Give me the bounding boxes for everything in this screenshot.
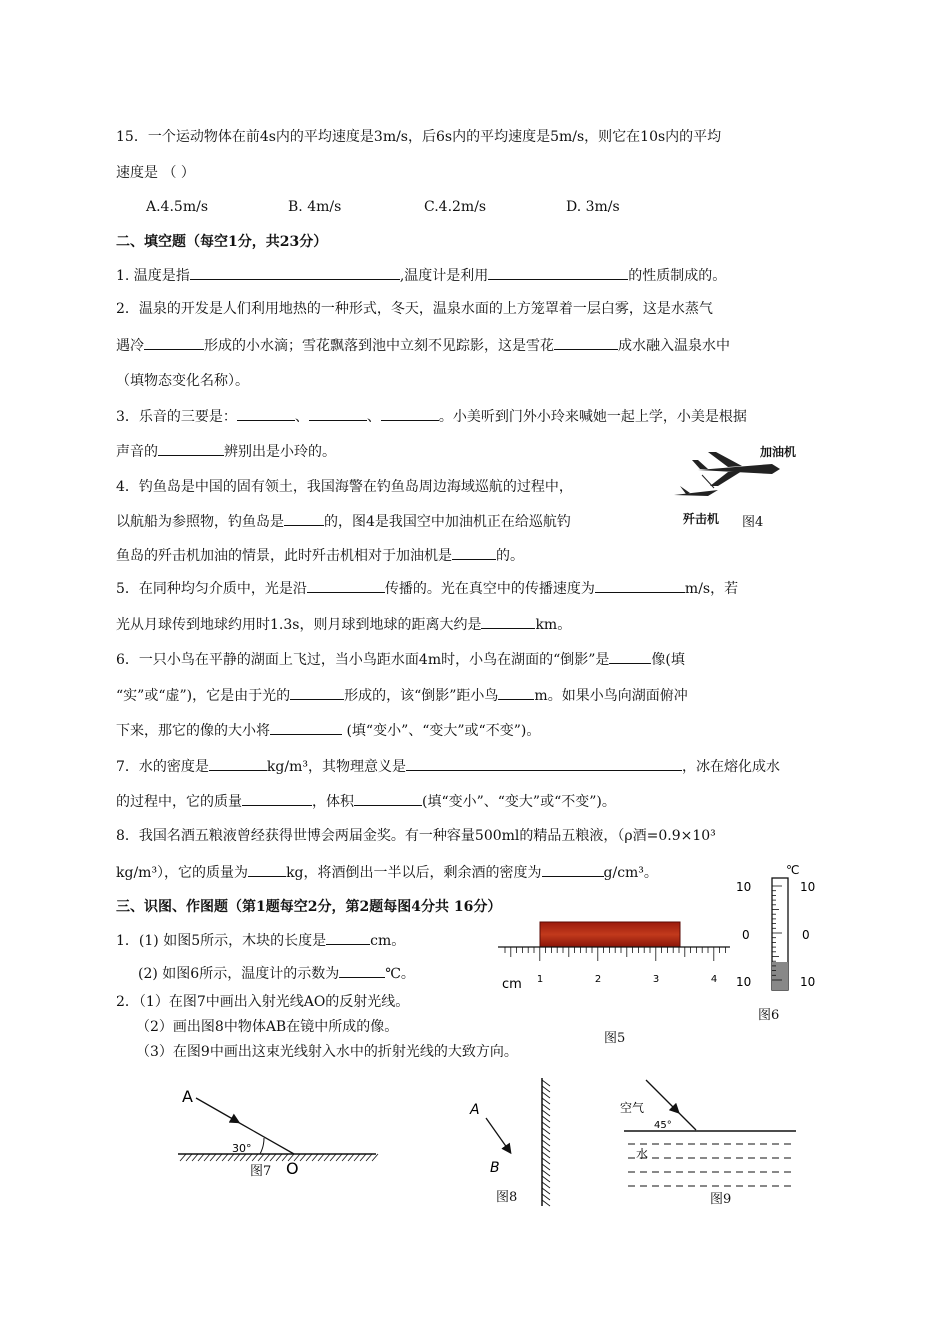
ruler-tick-label: 2 bbox=[594, 974, 602, 985]
hatch-line bbox=[216, 1154, 222, 1161]
answer-blank[interactable] bbox=[144, 335, 204, 350]
s2-q7-text-b: kg/m³，其物理意义是 bbox=[266, 759, 406, 775]
answer-blank[interactable] bbox=[307, 578, 385, 593]
fig4-caption: 图4 bbox=[742, 515, 764, 530]
hatch-line bbox=[542, 1200, 550, 1206]
s2-q8-text-b: kg/m³），它的质量为 bbox=[116, 865, 249, 881]
thermo-left-label: 0 bbox=[742, 928, 750, 942]
s2-q7-line2 bbox=[116, 791, 616, 812]
thermo-left-label: 10 bbox=[736, 975, 752, 989]
s3-q1a-text-b: cm。 bbox=[370, 933, 406, 949]
wooden-block bbox=[540, 922, 680, 947]
s2-q2-text-c: 形成的小水滴；雪花飘落到池中立刻不见踪影，这是雪花 bbox=[204, 338, 554, 354]
s2-q1-text-c: 的性质制成的。 bbox=[628, 268, 727, 284]
hatch-line bbox=[348, 1154, 354, 1161]
s2-q6-text-e: m。如果小鸟向湖面俯冲 bbox=[534, 688, 688, 704]
answer-blank[interactable] bbox=[381, 406, 439, 421]
answer-blank[interactable] bbox=[542, 862, 604, 877]
hatch-line bbox=[324, 1154, 330, 1161]
hatch-line bbox=[542, 1146, 550, 1152]
refuel-hose bbox=[702, 475, 714, 488]
s2-q8-text-c: kg，将酒倒出一半以后，剩余酒的密度为 bbox=[286, 865, 542, 881]
hatch-line bbox=[354, 1154, 360, 1161]
ruler-ticks bbox=[505, 947, 725, 961]
ruler-tick-label: 3 bbox=[652, 974, 660, 985]
s3-q1a-text-a: 1．(1) 如图5所示，木块的长度是 bbox=[116, 933, 327, 949]
s2-q5-line2 bbox=[116, 614, 571, 635]
figure-6-thermometer bbox=[730, 860, 830, 992]
s2-q3-text-b: 。小美听到门外小玲来喊她一起上学，小美是根据 bbox=[438, 409, 747, 425]
hatch-line bbox=[542, 1134, 550, 1140]
s2-q3-text-c: 声音的 bbox=[116, 444, 158, 460]
fig7-angle: 30° bbox=[232, 1142, 252, 1155]
hatch-line bbox=[306, 1154, 312, 1161]
s2-q1-text-a: 1. 温度是指 bbox=[116, 268, 190, 284]
q15-line1: 15．一个运动物体在前4s内的平均速度是3m/s，后6s内的平均速度是5m/s，则它在10s内的平均 bbox=[116, 129, 722, 145]
hatch-line bbox=[542, 1170, 550, 1176]
fig6-caption: 图6 bbox=[758, 1008, 780, 1023]
hatch-line bbox=[228, 1154, 234, 1161]
answer-blank[interactable] bbox=[554, 335, 618, 350]
hatch-line bbox=[276, 1154, 282, 1161]
hatch-line bbox=[542, 1104, 550, 1110]
fig9-air-label: 空气 bbox=[620, 1101, 645, 1115]
s2-q1 bbox=[116, 265, 726, 286]
hatch-line bbox=[542, 1140, 550, 1146]
hatch-line bbox=[372, 1154, 378, 1161]
hatch-line bbox=[330, 1154, 336, 1161]
hatch-line bbox=[342, 1154, 348, 1161]
thermo-right-label: 10 bbox=[800, 880, 816, 894]
s2-q4-text-d: 鱼岛的歼击机加油的情景，此时歼击机相对于加油机是 bbox=[116, 548, 452, 564]
answer-blank[interactable] bbox=[406, 756, 682, 771]
s3-q1b bbox=[138, 963, 415, 984]
angle-arc bbox=[260, 1138, 264, 1154]
object-ab bbox=[486, 1118, 510, 1152]
s2-q7-text-a: 7．水的密度是 bbox=[116, 759, 209, 775]
s2-q3-line1 bbox=[116, 406, 747, 427]
hatch-line bbox=[210, 1154, 216, 1161]
s2-q8-line1: 8．我国名酒五粮液曾经获得世博会两届金奖。有一种容量500ml的精品五粮液，（ρ酒=0.9×10³ bbox=[116, 828, 716, 844]
hatch-line bbox=[336, 1154, 342, 1161]
answer-blank[interactable] bbox=[284, 511, 324, 526]
section3-heading: 三、识图、作图题（第1题每空2分，第2题每图4分共 16分） bbox=[116, 899, 502, 915]
fig7-point-a: A bbox=[182, 1087, 193, 1106]
thermo-right-label: 0 bbox=[802, 928, 810, 942]
answer-blank[interactable] bbox=[248, 862, 286, 877]
s2-q5-text-c: m/s，若 bbox=[684, 581, 739, 597]
hatch-line bbox=[186, 1154, 192, 1161]
answer-blank[interactable] bbox=[354, 791, 422, 806]
s3-q2b: （2）画出图8中物体AB在镜中所成的像。 bbox=[136, 1019, 399, 1035]
s2-q7-text-d: 的过程中，它的质量 bbox=[116, 794, 242, 810]
answer-blank[interactable] bbox=[452, 545, 496, 560]
light-ray-head bbox=[646, 1080, 678, 1112]
s2-q8-line2 bbox=[116, 862, 658, 883]
ruler-tick-label: 1 bbox=[536, 974, 544, 985]
answer-blank[interactable] bbox=[158, 441, 224, 456]
fig7-point-o: O bbox=[286, 1159, 299, 1176]
figure-9-refraction bbox=[614, 1072, 800, 1200]
mirror-hatching bbox=[180, 1154, 378, 1161]
figure-5-ruler bbox=[496, 915, 732, 995]
thermo-left-label: 10 bbox=[736, 880, 752, 894]
hatch-line bbox=[542, 1164, 550, 1170]
s2-q1-text-b: ,温度计是利用 bbox=[399, 268, 489, 284]
answer-blank[interactable] bbox=[498, 685, 534, 700]
hatch-line bbox=[542, 1122, 550, 1128]
s2-q6-text-c: “实”或“虚”)，它是由于光的 bbox=[116, 688, 291, 704]
s2-q2-line1: 2．温泉的开发是人们利用地热的一种形式，冬天，温泉水面的上方笼罩着一层白雾，这是水蒸气 bbox=[116, 301, 713, 317]
s2-q6-line1 bbox=[116, 649, 685, 670]
s2-q5-line1 bbox=[116, 578, 738, 599]
hatch-line bbox=[542, 1182, 550, 1188]
hatch-line bbox=[542, 1080, 550, 1086]
s2-q7-text-f: (填“变小”、“变大”或“不变”)。 bbox=[422, 794, 616, 810]
s2-q6-text-a: 6．一只小鸟在平静的湖面上飞过，当小鸟距水面4m时，小鸟在湖面的“倒影”是 bbox=[116, 652, 610, 668]
s2-q2-line3: （填物态变化名称）。 bbox=[116, 373, 249, 389]
hatch-line bbox=[300, 1154, 306, 1161]
ruler-unit: cm bbox=[502, 977, 522, 992]
answer-blank[interactable] bbox=[270, 720, 342, 735]
s2-q7-text-c: ，冰在熔化成水 bbox=[681, 759, 780, 775]
answer-blank[interactable] bbox=[339, 963, 385, 978]
answer-blank[interactable] bbox=[209, 756, 267, 771]
s2-q5-text-a: 5．在同种均匀介质中，光是沿 bbox=[116, 581, 307, 597]
hatch-line bbox=[366, 1154, 372, 1161]
s2-q5-text-d: 光从月球传到地球约用时1.3s，则月球到地球的距离大约是 bbox=[116, 617, 482, 633]
hatch-line bbox=[360, 1154, 366, 1161]
light-ray bbox=[676, 1110, 696, 1130]
label-fighter: 歼击机 bbox=[683, 512, 720, 526]
hatch-line bbox=[222, 1154, 228, 1161]
hatch-line bbox=[542, 1158, 550, 1164]
q15-option-a: A.4.5m/s bbox=[146, 199, 209, 215]
s2-q6-line3 bbox=[116, 720, 540, 741]
hatch-line bbox=[542, 1176, 550, 1182]
answer-blank[interactable] bbox=[609, 649, 651, 664]
s2-q6-text-f: 下来，那它的像的大小将 bbox=[116, 723, 270, 739]
s2-q5-text-e: km。 bbox=[535, 617, 572, 633]
water-lines bbox=[628, 1144, 791, 1186]
ruler-tick-label: 4 bbox=[710, 974, 718, 985]
answer-blank[interactable] bbox=[481, 614, 535, 629]
answer-blank[interactable] bbox=[595, 578, 685, 593]
s2-q3-sep: 、 bbox=[366, 409, 381, 425]
hatch-line bbox=[204, 1154, 210, 1161]
s2-q5-text-b: 传播的。光在真空中的传播速度为 bbox=[384, 581, 595, 597]
hatch-line bbox=[234, 1154, 240, 1161]
s2-q3-line2 bbox=[116, 441, 336, 462]
answer-blank[interactable] bbox=[488, 265, 628, 280]
answer-blank[interactable] bbox=[237, 406, 295, 421]
s2-q4-line1: 4．钓鱼岛是中国的固有领土，我国海警在钓鱼岛周边海域巡航的过程中， bbox=[116, 479, 573, 495]
hatch-line bbox=[542, 1086, 550, 1092]
s2-q7-line1 bbox=[116, 756, 780, 777]
hatch-line bbox=[542, 1098, 550, 1104]
s2-q3-sep: 、 bbox=[294, 409, 309, 425]
s2-q2-text-b: 遇冷 bbox=[116, 338, 144, 354]
hatch-line bbox=[198, 1154, 204, 1161]
hatch-line bbox=[542, 1152, 550, 1158]
s2-q6-text-d: 形成的，该“倒影”距小鸟 bbox=[344, 688, 499, 704]
hatch-line bbox=[542, 1116, 550, 1122]
fig9-caption: 图9 bbox=[710, 1192, 732, 1207]
fighter-jet bbox=[674, 486, 718, 496]
s2-q3-text-d: 辨别出是小玲的。 bbox=[224, 444, 336, 460]
s2-q6-line2 bbox=[116, 685, 688, 706]
q15-option-c: C.4.2m/s bbox=[424, 199, 487, 215]
s3-q2c: （3）在图9中画出这束光线射入水中的折射光线的大致方向。 bbox=[136, 1044, 518, 1060]
q15-option-d: D. 3m/s bbox=[566, 199, 620, 215]
fig9-water-label: 水 bbox=[636, 1147, 649, 1161]
hatch-line bbox=[542, 1194, 550, 1200]
label-tanker: 加油机 bbox=[760, 445, 797, 459]
s2-q6-text-b: 像(填 bbox=[651, 652, 685, 668]
answer-blank[interactable] bbox=[309, 406, 367, 421]
fig8-point-b: B bbox=[490, 1160, 500, 1176]
s3-q2a: 2．（1）在图7中画出入射光线AO的反射光线。 bbox=[116, 994, 410, 1010]
fig9-angle: 45° bbox=[654, 1120, 672, 1131]
incident-ray-head bbox=[196, 1098, 238, 1122]
hatch-line bbox=[312, 1154, 318, 1161]
answer-blank[interactable] bbox=[190, 265, 400, 280]
hatch-line bbox=[542, 1092, 550, 1098]
hatch-line bbox=[192, 1154, 198, 1161]
s2-q3-text-a: 3．乐音的三要是： bbox=[116, 409, 237, 425]
s2-q4-line2 bbox=[116, 511, 571, 532]
s2-q2-text-d: 成水融入温泉水中 bbox=[618, 338, 730, 354]
s2-q4-line3 bbox=[116, 545, 524, 566]
fig8-point-a: A bbox=[470, 1102, 480, 1118]
q15-line2: 速度是 （ ） bbox=[116, 165, 195, 181]
answer-blank[interactable] bbox=[242, 791, 312, 806]
s2-q6-text-g: (填“变小”、“变大”或“不变”)。 bbox=[342, 723, 541, 739]
fig8-caption: 图8 bbox=[496, 1190, 518, 1205]
thermo-unit: ℃ bbox=[786, 863, 800, 877]
thermo-right-label: 10 bbox=[800, 975, 816, 989]
hatch-line bbox=[180, 1154, 186, 1161]
hatch-line bbox=[542, 1110, 550, 1116]
hatch-line bbox=[318, 1154, 324, 1161]
fig7-caption: 图7 bbox=[250, 1164, 272, 1179]
fig5-caption: 图5 bbox=[604, 1031, 626, 1046]
answer-blank[interactable] bbox=[290, 685, 344, 700]
answer-blank[interactable] bbox=[326, 930, 370, 945]
s2-q4-text-c: 的，图4是我国空中加油机正在给巡航钓 bbox=[324, 514, 571, 530]
s2-q7-text-e: ，体积 bbox=[312, 794, 354, 810]
s3-q1b-text-b: ℃。 bbox=[385, 966, 415, 982]
s3-q1a bbox=[116, 930, 405, 951]
s2-q2-line2 bbox=[116, 335, 730, 356]
s2-q4-text-e: 的。 bbox=[496, 548, 524, 564]
s2-q8-text-d: g/cm³。 bbox=[603, 865, 658, 881]
s2-q4-text-b: 以航船为参照物，钓鱼岛是 bbox=[116, 514, 284, 530]
q15-option-b: B. 4m/s bbox=[288, 199, 342, 215]
figure-7-mirror bbox=[176, 1080, 380, 1176]
hatch-line bbox=[542, 1188, 550, 1194]
s3-q1b-text-a: (2) 如图6所示，温度计的示数为 bbox=[138, 966, 340, 982]
section2-heading: 二、填空题（每空1分，共23分） bbox=[116, 234, 328, 250]
mirror-hatching bbox=[542, 1080, 550, 1206]
hatch-line bbox=[542, 1128, 550, 1134]
hatch-line bbox=[240, 1154, 246, 1161]
